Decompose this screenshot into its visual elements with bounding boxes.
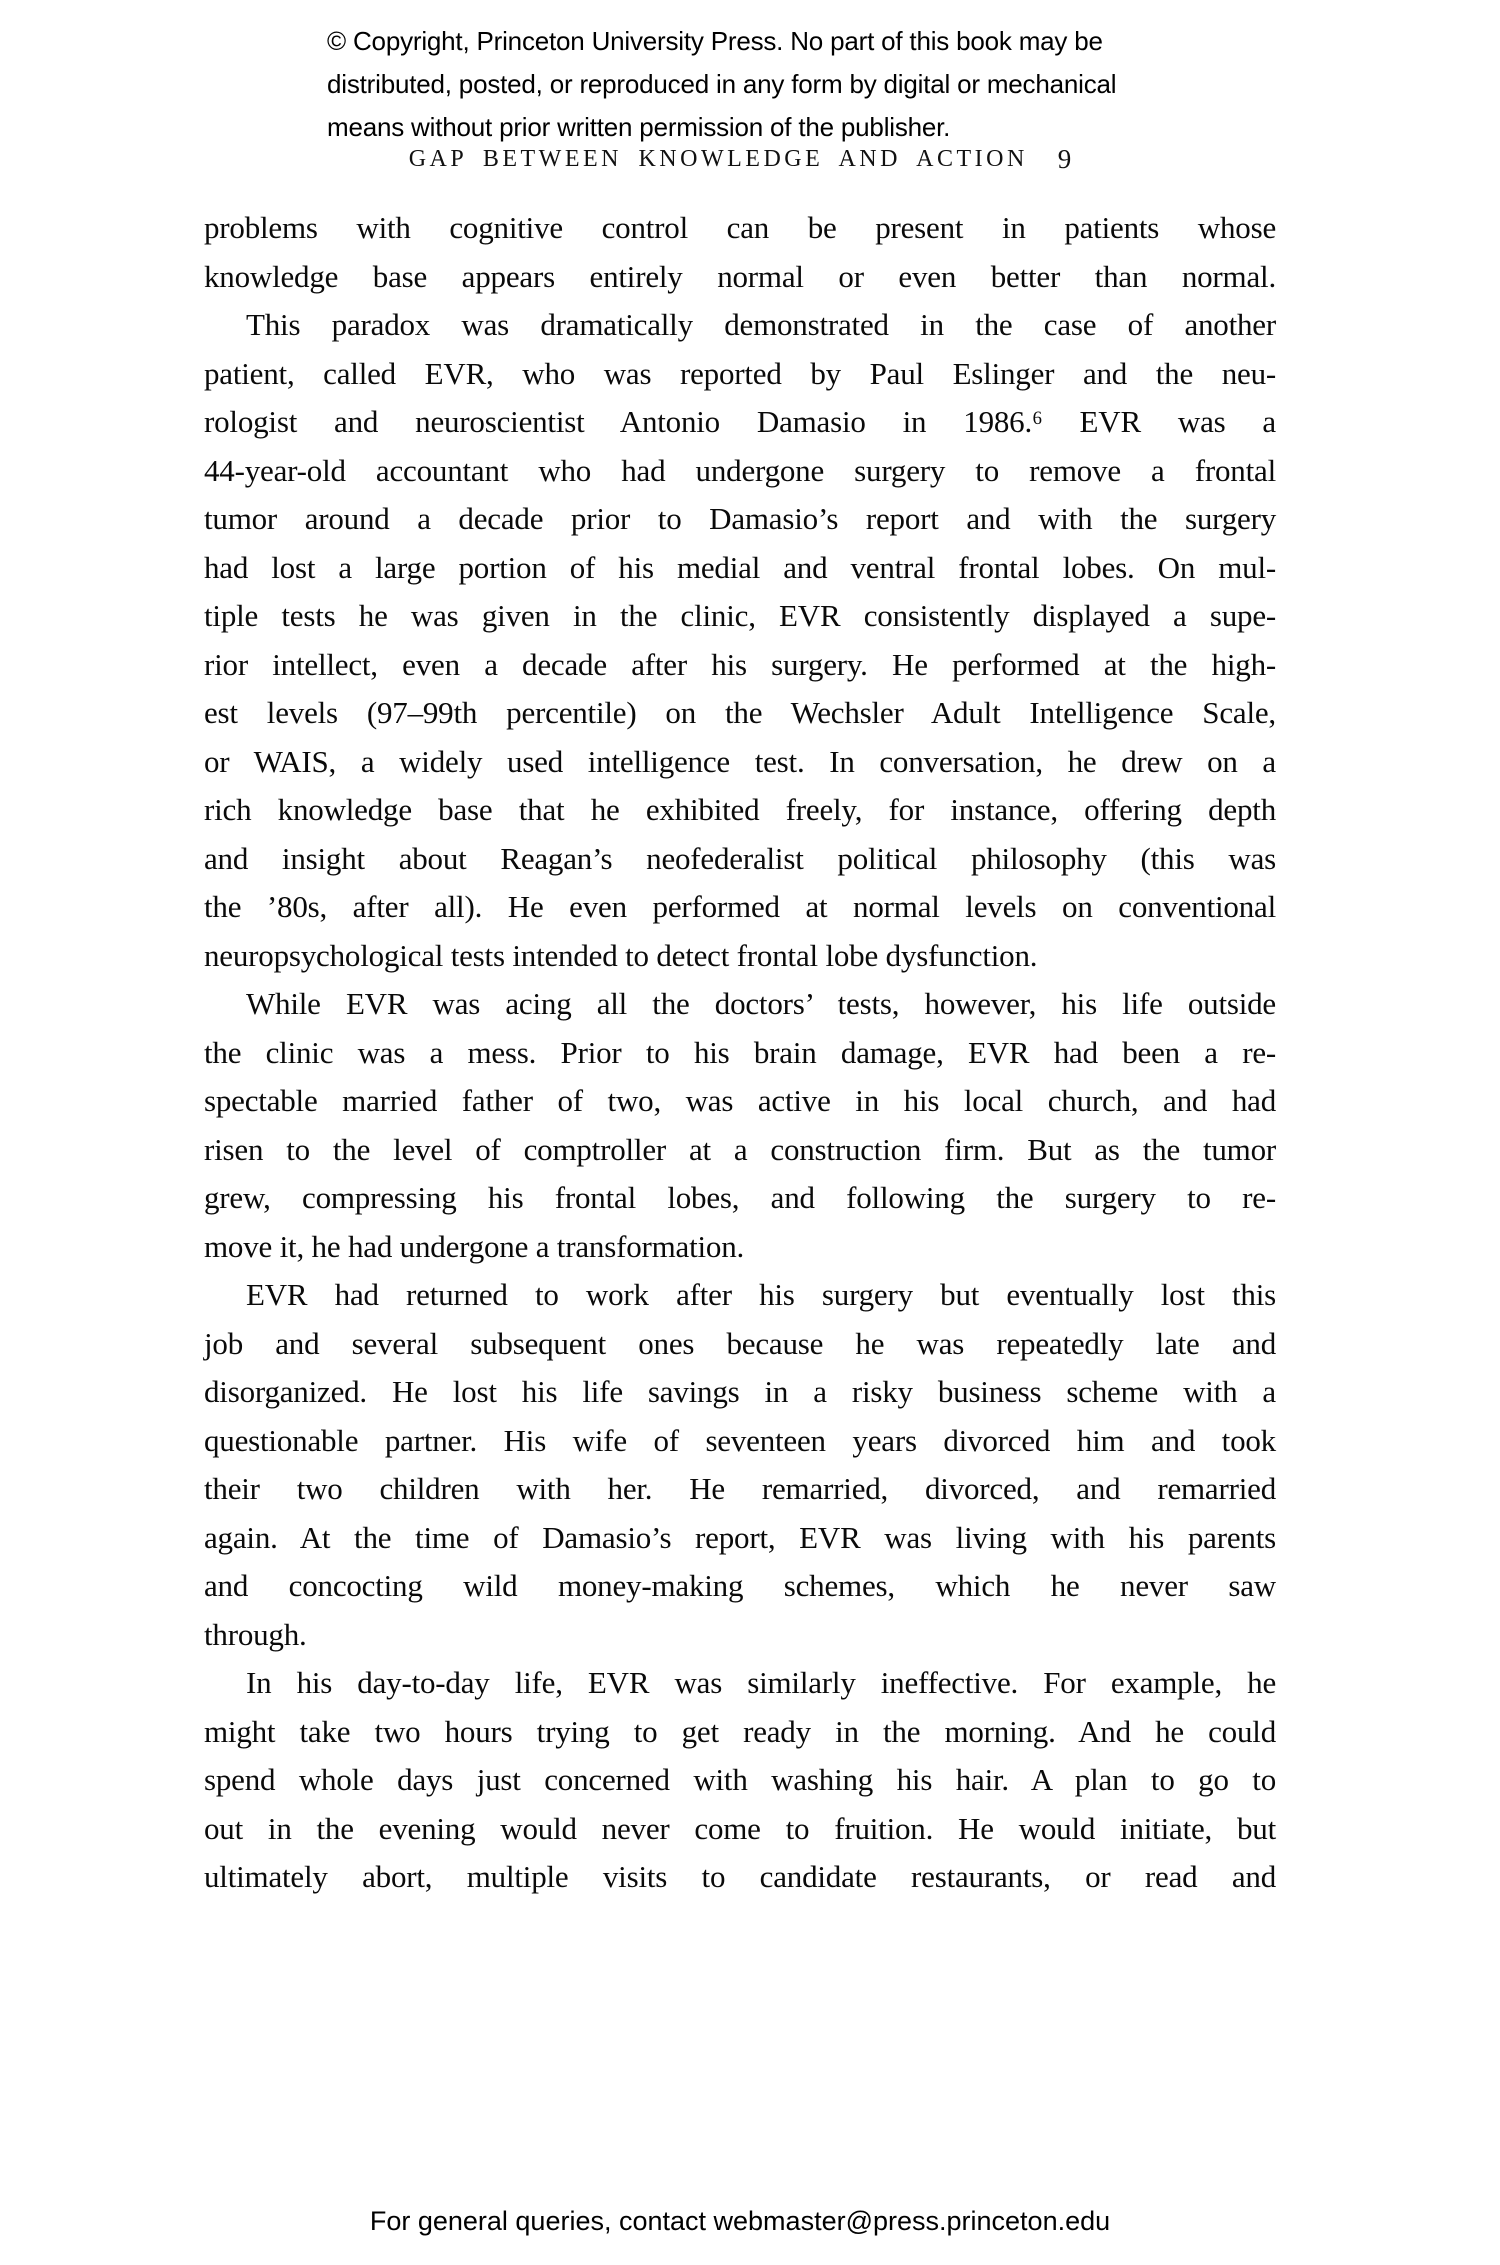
body-line: patient, called EVR, who was reported by Paul Eslinger and the neu-	[204, 355, 1276, 391]
running-header-title: GAP BETWEEN KNOWLEDGE AND ACTION	[408, 146, 1028, 172]
body-line: risen to the level of comptroller at a construction firm. But as the tumor	[204, 1131, 1276, 1167]
body-line: might take two hours trying to get ready in the morning. And he could	[204, 1713, 1276, 1749]
body-line: While EVR was acing all the doctors’ tests, however, his life outside	[246, 986, 1276, 1021]
body-line: spend whole days just concerned with washing his hair. A plan to go to	[204, 1762, 1276, 1797]
body-line: rich knowledge base that he exhibited freely, for instance, offering depth	[204, 792, 1276, 827]
body-line: out in the evening would never come to fruition. He would initiate, but	[204, 1810, 1276, 1846]
running-header	[204, 142, 1276, 173]
body-line: their two children with her. He remarried, divorced, and remarried	[204, 1471, 1276, 1506]
paragraph	[204, 980, 1276, 1271]
body-line: In his day-to-day life, EVR was similarly ineffective. For example, he	[246, 1665, 1276, 1700]
page-number: 9	[1057, 144, 1072, 174]
footer-queries-note: For general queries, contact webmaster@press.princeton.edu	[369, 2206, 1111, 2236]
paragraph	[204, 204, 1276, 301]
body-line: job and several subsequent ones because he was repeatedly late and	[204, 1325, 1276, 1361]
body-line: disorganized. He lost his life savings in a risky business scheme with a	[204, 1374, 1276, 1409]
copyright-line: distributed, posted, or reproduced in any form by digital or mechanical	[327, 69, 1117, 99]
copyright-line: © Copyright, Princeton University Press. No part of this book may be	[327, 26, 1103, 56]
paragraph	[204, 1659, 1276, 1902]
body-line: spectable married father of two, was active in his local church, and had	[204, 1083, 1276, 1118]
body-line: knowledge base appears entirely normal or even better than normal.	[204, 258, 1276, 294]
copyright-notice	[327, 20, 1116, 149]
body-line: neuropsychological tests intended to detect frontal lobe dysfunction.	[204, 937, 1038, 973]
paragraph	[204, 301, 1276, 980]
body-line: grew, compressing his frontal lobes, and following the surgery to re-	[204, 1180, 1276, 1215]
body-line: the clinic was a mess. Prior to his brain damage, EVR had been a re-	[204, 1034, 1276, 1070]
body-line: tumor around a decade prior to Damasio’s report and with the surgery	[204, 501, 1276, 536]
body-line: problems with cognitive control can be present in patients whose	[204, 210, 1276, 245]
copyright-line: means without prior written permission of the publisher.	[327, 112, 951, 142]
body-line: the ’80s, after all). He even performed at normal levels on conventional	[204, 889, 1276, 924]
body-line: again. At the time of Damasio’s report, EVR was living with his parents	[204, 1519, 1276, 1555]
body-line: This paradox was dramatically demonstrated in the case of another	[246, 307, 1276, 342]
body-line: move it, he had undergone a transformation.	[204, 1228, 745, 1264]
body-line: questionable partner. His wife of seventeen years divorced him and took	[204, 1422, 1276, 1458]
body-line: tiple tests he was given in the clinic, EVR consistently displayed a supe-	[204, 598, 1276, 633]
body-line: ultimately abort, multiple visits to candidate restaurants, or read and	[204, 1859, 1276, 1894]
body-line: 44-year-old accountant who had undergone surgery to remove a frontal	[204, 452, 1276, 488]
body-line: rologist and neuroscientist Antonio Damasio in 1986.⁶ EVR was a	[204, 404, 1276, 439]
paragraph	[204, 1271, 1276, 1659]
body-line: had lost a large portion of his medial and ventral frontal lobes. On mul-	[204, 549, 1276, 585]
body-line: through.	[204, 1616, 307, 1652]
body-line: EVR had returned to work after his surgery but eventually lost this	[246, 1277, 1276, 1312]
body-line: or WAIS, a widely used intelligence test. In conversation, he drew on a	[204, 743, 1276, 779]
body-line: est levels (97–99th percentile) on the Wechsler Adult Intelligence Scale,	[204, 695, 1276, 730]
body-line: and concocting wild money-making schemes, which he never saw	[204, 1568, 1276, 1603]
body-text	[204, 204, 1276, 1902]
body-line: rior intellect, even a decade after his surgery. He performed at the high-	[204, 646, 1276, 682]
body-line: and insight about Reagan’s neofederalist political philosophy (this was	[204, 840, 1276, 876]
